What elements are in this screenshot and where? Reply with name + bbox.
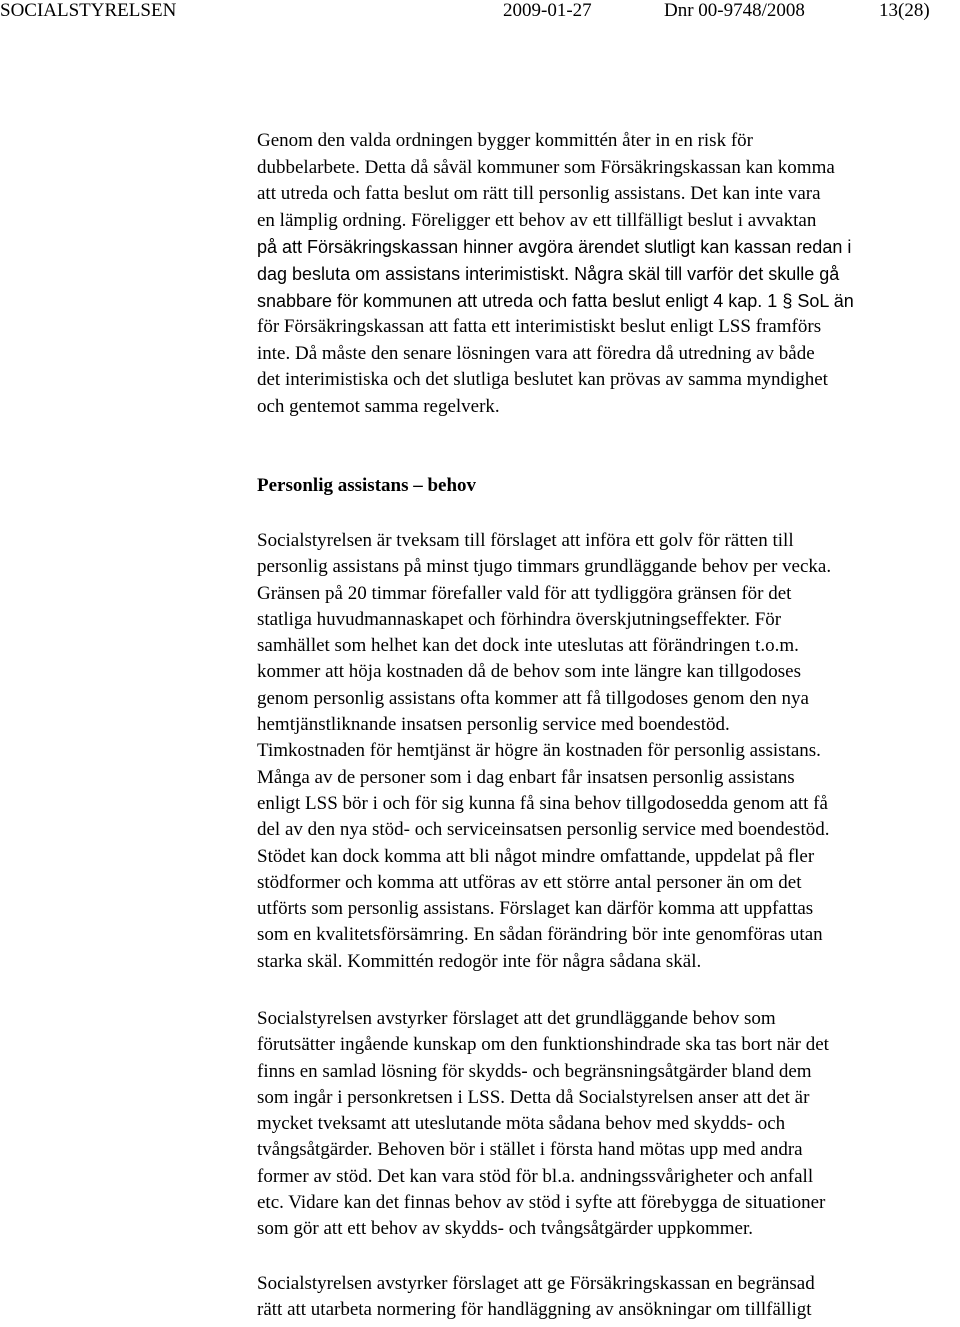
paragraph-line: det interimistiska och det slutliga beslutet kan prövas av samma myndighet bbox=[257, 369, 828, 391]
paragraph-line: som ingår i personkretsen i LSS. Detta då Socialstyrelsen anser att det är bbox=[257, 1086, 810, 1108]
paragraph-line: Socialstyrelsen avstyrker förslaget att ge Försäkringskassan en begränsad bbox=[257, 1273, 815, 1294]
paragraph-line: stödformer och komma att utföras av ett större antal personer än om det bbox=[257, 871, 802, 893]
paragraph-line: dag besluta om assistans interimistiskt. Några skäl till varför det skulle gå bbox=[257, 263, 840, 284]
page-header bbox=[0, 0, 960, 24]
paragraph-line: Socialstyrelsen avstyrker förslaget att det grundläggande behov som bbox=[257, 1008, 776, 1029]
paragraph-line: Genom den valda ordningen bygger kommittén åter in en risk för bbox=[257, 130, 753, 151]
paragraph-line: samhället som helhet kan det dock inte uteslutas att förändringen t.o.m. bbox=[257, 635, 799, 657]
paragraph-2 bbox=[257, 528, 957, 975]
paragraph-line: finns en samlad lösning för skydds- och begränsningsåtgärder bland dem bbox=[257, 1060, 812, 1082]
paragraph-line: och gentemot samma regelverk. bbox=[257, 395, 500, 417]
document-body bbox=[257, 128, 957, 1321]
header-date: 2009-01-27 bbox=[503, 0, 592, 21]
paragraph-line: personlig assistans på minst tjugo timmars grundläggande behov per vecka. bbox=[257, 556, 832, 578]
paragraph-line: genom personlig assistans ofta kommer att få tillgodoses genom den nya bbox=[257, 687, 809, 709]
paragraph-line: Gränsen på 20 timmar förefaller vald för att tydliggöra gränsen för det bbox=[257, 582, 792, 604]
paragraph-line: tvångsåtgärder. Behoven bör i stället i första hand mötas upp med andra bbox=[257, 1139, 803, 1161]
paragraph-3 bbox=[257, 1006, 957, 1243]
paragraph-line: Stödet kan dock komma att bli något mindre omfattande, uppdelat på fler bbox=[257, 845, 815, 867]
paragraph-line: dubbelarbete. Detta då såväl kommuner som Försäkringskassan kan komma bbox=[257, 156, 835, 178]
paragraph-line: starka skäl. Kommittén redogör inte för några sådana skäl. bbox=[257, 950, 702, 972]
paragraph-line: en lämplig ordning. Föreligger ett behov av ett tillfälligt beslut i avvaktan bbox=[257, 209, 817, 231]
paragraph-line: hemtjänstliknande insatsen personlig service med boendestöd. bbox=[257, 714, 730, 736]
paragraph-line: del av den nya stöd- och serviceinsatsen personlig service med boendestöd. bbox=[257, 819, 830, 841]
header-page-number: 13(28) bbox=[879, 0, 930, 21]
paragraph-line: kommer att höja kostnaden då de behov som inte längre kan tillgodoses bbox=[257, 661, 802, 683]
paragraph-line: Socialstyrelsen är tveksam till förslaget att införa ett golv för rätten till bbox=[257, 530, 794, 551]
paragraph-line: utförts som personlig assistans. Förslaget kan därför komma att uppfattas bbox=[257, 898, 814, 920]
paragraph-line: statliga huvudmannaskapet och förhindra överskjutningseffekter. För bbox=[257, 608, 782, 630]
paragraph-line: förutsätter ingående kunskap om den funktionshindrade ska tas bort när det bbox=[257, 1034, 829, 1056]
paragraph-line: på att Försäkringskassan hinner avgöra ärendet slutligt kan kassan redan i bbox=[257, 237, 852, 258]
section-heading: Personlig assistans – behov bbox=[257, 475, 477, 496]
paragraph-line: som en kvalitetsförsämring. En sådan förändring bör inte genomföras utan bbox=[257, 924, 823, 946]
paragraph-line: former av stöd. Det kan vara stöd för bl.a. andningssvårigheter och anfall bbox=[257, 1165, 814, 1187]
paragraph-line: att utreda och fatta beslut om rätt till personlig assistans. Det kan inte vara bbox=[257, 183, 821, 205]
paragraph-line: etc. Vidare kan det finnas behov av stöd i syfte att förebygga de situationer bbox=[257, 1192, 826, 1214]
paragraph-line: snabbare för kommunen att utreda och fatta beslut enligt 4 kap. 1 § SoL än bbox=[257, 290, 854, 311]
paragraph-line: Timkostnaden för hemtjänst är högre än kostnaden för personlig assistans. bbox=[257, 740, 821, 762]
paragraph-line: rätt att utarbeta normering för handläggning av ansökningar om tillfälligt bbox=[257, 1299, 812, 1321]
paragraph-line: mycket tveksamt att uteslutande möta sådana behov med skydds- och bbox=[257, 1113, 786, 1135]
header-organization: SOCIALSTYRELSEN bbox=[0, 0, 177, 21]
paragraph-4 bbox=[257, 1271, 957, 1324]
paragraph-1 bbox=[257, 128, 957, 421]
paragraph-line: som gör att ett behov av skydds- och tvångsåtgärder uppkommer. bbox=[257, 1218, 754, 1240]
paragraph-line: enligt LSS bör i och för sig kunna få sina behov tillgodosedda genom att få bbox=[257, 792, 828, 814]
paragraph-line: inte. Då måste den senare lösningen vara att föredra då utredning av både bbox=[257, 342, 815, 364]
paragraph-line: för Försäkringskassan att fatta ett interimistiskt beslut enligt LSS framförs bbox=[257, 316, 822, 338]
header-dnr: Dnr 00-9748/2008 bbox=[664, 0, 805, 21]
paragraph-line: Många av de personer som i dag enbart får insatsen personlig assistans bbox=[257, 766, 795, 788]
